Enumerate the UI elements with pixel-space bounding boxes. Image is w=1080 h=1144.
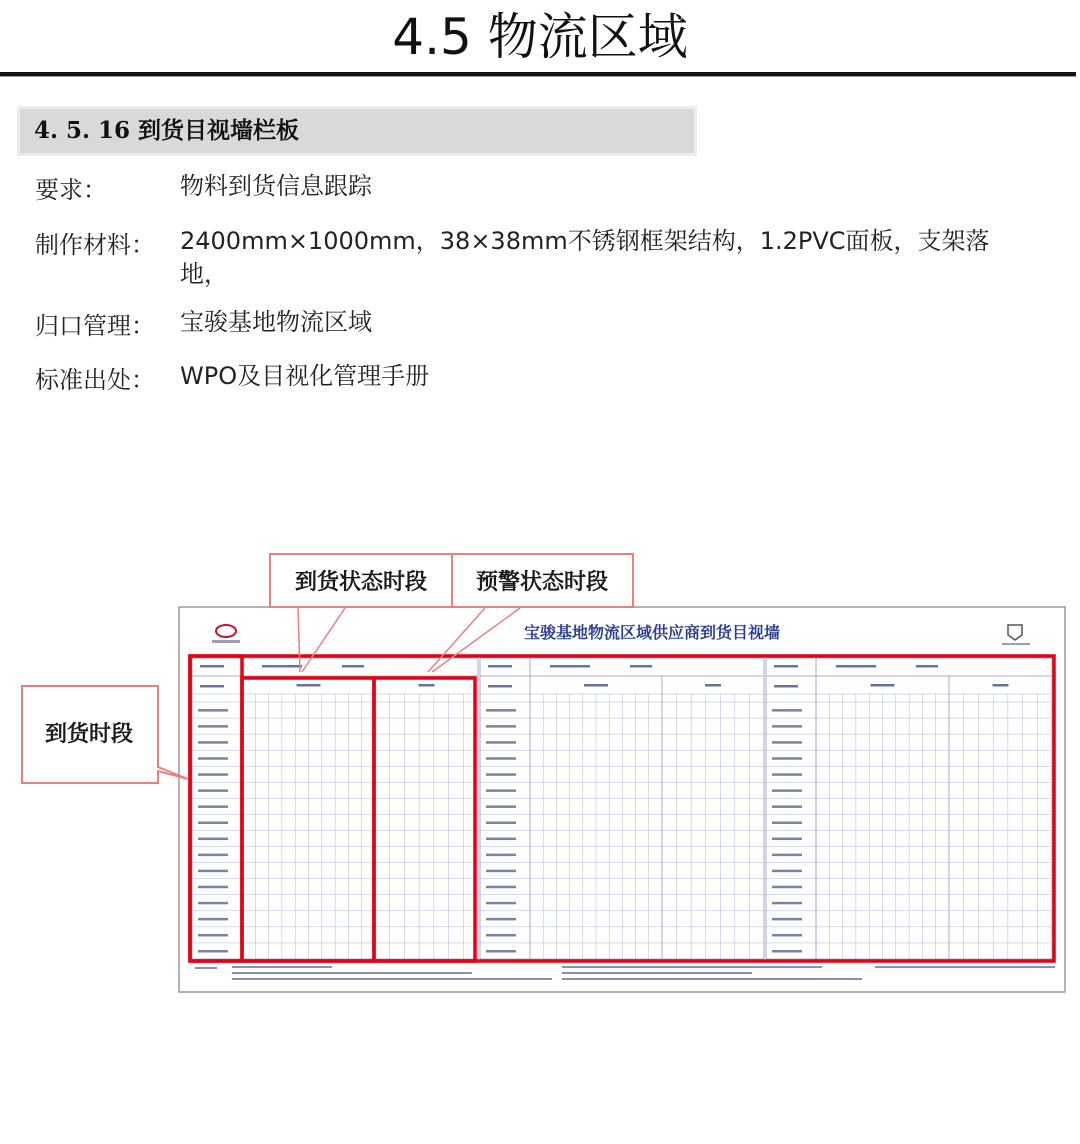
tiny-label: [772, 918, 802, 921]
tiny-label: [772, 805, 802, 808]
tiny-label: [486, 741, 516, 744]
tiny-label: [772, 854, 802, 857]
footer-note-line: [232, 966, 332, 968]
footer-note-line: [232, 972, 472, 974]
tiny-label: [200, 665, 224, 668]
tiny-label: [772, 886, 802, 889]
tiny-label: [774, 665, 798, 668]
tiny-label: [772, 838, 802, 841]
tiny-label: [836, 665, 876, 668]
tiny-label: [198, 725, 228, 728]
tiny-label: [198, 918, 228, 921]
tiny-label: [916, 665, 938, 668]
tiny-label: [198, 741, 228, 744]
tiny-label: [772, 870, 802, 873]
footer-note-line: [195, 967, 217, 969]
tiny-label: [198, 902, 228, 905]
callout-arrival-status-text: 到货状态时段: [294, 570, 428, 595]
callout-warning-status-period: [452, 554, 633, 607]
tiny-label: [772, 709, 802, 712]
tiny-label: [342, 665, 364, 668]
tiny-label: [705, 684, 721, 687]
footer-note-line: [562, 966, 822, 968]
tiny-label: [486, 838, 516, 841]
footer-note-line: [875, 966, 1055, 968]
spec-label: 要求：: [35, 176, 107, 204]
tiny-label: [772, 757, 802, 760]
tiny-label: [486, 805, 516, 808]
footer-note-line: [232, 978, 552, 980]
arrival-board-figure: [0, 545, 1080, 1005]
tiny-label: [772, 950, 802, 953]
spec-label: 归口管理：: [35, 312, 155, 340]
tiny-label: [419, 684, 435, 687]
tiny-label: [871, 684, 895, 687]
tiny-label: [486, 789, 516, 792]
board-title: 宝骏基地物流区域供应商到货目视墙: [523, 623, 781, 642]
section-heading: [17, 106, 697, 156]
tiny-label: [262, 665, 302, 668]
page-title: 4.5 物流区域: [392, 8, 688, 66]
tiny-label: [772, 741, 802, 744]
tiny-label: [198, 950, 228, 953]
tiny-label: [198, 934, 228, 937]
callout-warning-status-text: 预警状态时段: [475, 570, 609, 595]
tiny-label: [198, 822, 228, 825]
tiny-label: [630, 665, 652, 668]
callout-arrival-period: [22, 686, 188, 783]
callout-arrival-period-text: 到货时段: [44, 722, 134, 747]
tiny-label: [486, 886, 516, 889]
tiny-label: [486, 902, 516, 905]
tiny-label: [488, 685, 512, 688]
tiny-label: [198, 757, 228, 760]
tiny-label: [772, 789, 802, 792]
tiny-label: [772, 725, 802, 728]
tiny-label: [488, 665, 512, 668]
tiny-label: [772, 773, 802, 776]
tiny-label: [486, 854, 516, 857]
title-rule-shadow: [0, 76, 1076, 77]
tiny-label: [198, 838, 228, 841]
tiny-label: [772, 822, 802, 825]
spec-label: 标准出处：: [35, 366, 155, 394]
tiny-label: [486, 934, 516, 937]
tiny-label: [198, 870, 228, 873]
tiny-label: [198, 709, 228, 712]
tiny-label: [772, 934, 802, 937]
tiny-label: [550, 665, 590, 668]
tiny-label: [486, 725, 516, 728]
spec-value: 2400mm×1000mm，38×38mm不锈钢框架结构，1.2PVC面板，支架落地，: [180, 227, 990, 288]
tiny-label: [297, 684, 321, 687]
tiny-label: [198, 886, 228, 889]
tiny-label: [486, 709, 516, 712]
callout-arrival-status-period: [270, 554, 452, 607]
tiny-label: [198, 805, 228, 808]
tiny-label: [198, 773, 228, 776]
tiny-label: [198, 854, 228, 857]
tiny-label: [486, 757, 516, 760]
section-heading-text: 4. 5. 16 到货目视墙栏板: [34, 117, 300, 144]
tiny-label: [993, 684, 1009, 687]
tiny-label: [486, 918, 516, 921]
spec-value: 宝骏基地物流区域: [180, 308, 372, 336]
tiny-label: [198, 789, 228, 792]
footer-note-line: [562, 972, 752, 974]
footer-note-line: [562, 978, 862, 980]
tiny-label: [772, 902, 802, 905]
tiny-label: [486, 773, 516, 776]
board-panel: [179, 607, 1065, 992]
tiny-label: [486, 870, 516, 873]
tiny-label: [486, 950, 516, 953]
tiny-label: [486, 822, 516, 825]
spec-value: 物料到货信息跟踪: [180, 172, 372, 200]
tiny-label: [774, 685, 798, 688]
spec-value: WPO及目视化管理手册: [180, 362, 430, 390]
tiny-label: [584, 684, 608, 687]
spec-label: 制作材料：: [35, 231, 155, 259]
tiny-label: [200, 685, 224, 688]
